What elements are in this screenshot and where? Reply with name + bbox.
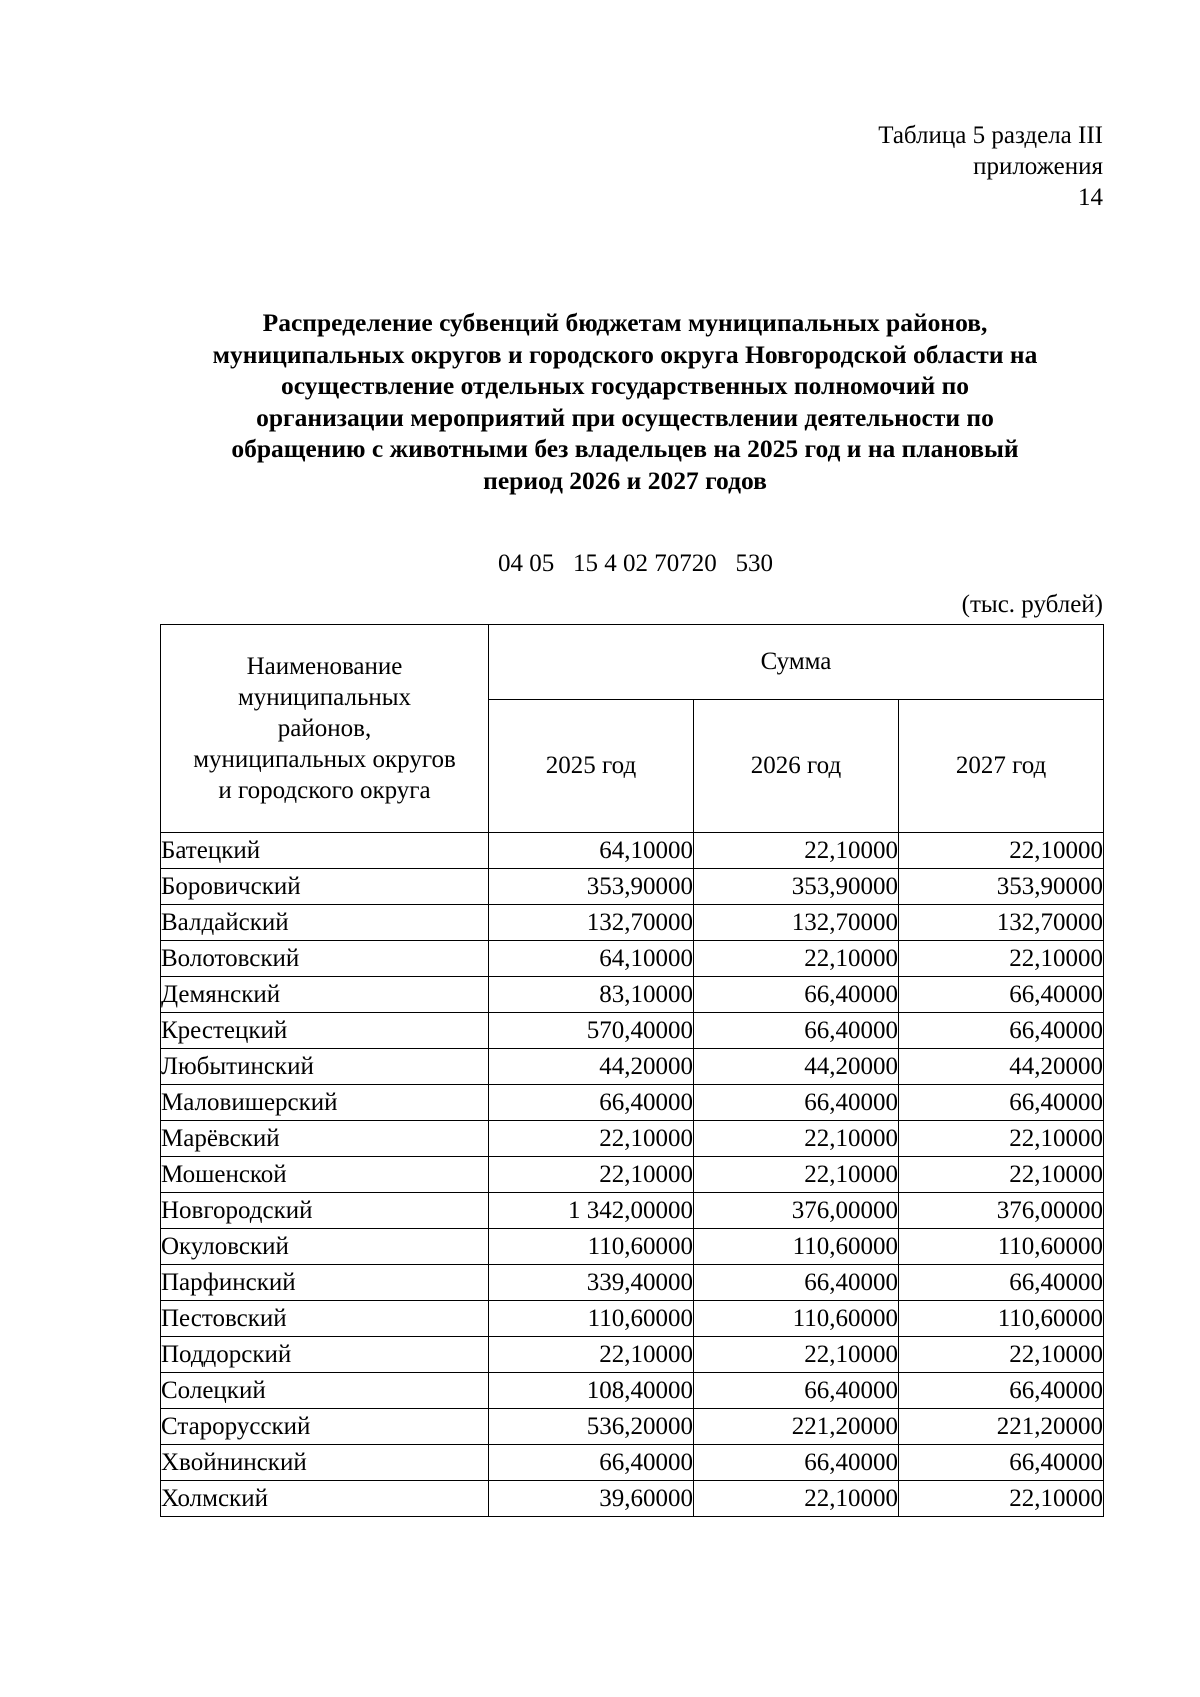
table-row [161,1193,1104,1229]
table-row [161,1445,1104,1481]
municipality-name-cell: Марёвский [161,1121,489,1157]
amount-2025-cell: 44,20000 [489,1049,694,1085]
amount-2026-cell: 22,10000 [694,1481,899,1517]
amount-2027-cell: 66,40000 [899,1265,1104,1301]
municipality-name-cell: Солецкий [161,1373,489,1409]
amount-2026-cell: 22,10000 [694,941,899,977]
municipality-name-cell: Поддорский [161,1337,489,1373]
amount-2025-cell: 39,60000 [489,1481,694,1517]
municipality-name-cell: Мошенской [161,1157,489,1193]
amount-2027-cell: 110,60000 [899,1229,1104,1265]
table-reference-note [703,120,1103,213]
municipality-name-cell: Хвойнинский [161,1445,489,1481]
amount-2025-cell: 83,10000 [489,977,694,1013]
municipality-name-cell: Батецкий [161,833,489,869]
year-2027-header: 2027 год [899,700,1104,833]
municipality-name-cell: Демянский [161,977,489,1013]
amount-2026-cell: 353,90000 [694,869,899,905]
table-row [161,1301,1104,1337]
title-line: организации мероприятий при осуществлении деятельности по [256,402,994,432]
table-row [161,1373,1104,1409]
table-row [161,869,1104,905]
table-row [161,1265,1104,1301]
municipality-name-cell: Пестовский [161,1301,489,1337]
amount-2025-cell: 108,40000 [489,1373,694,1409]
title-line: муниципальных округов и городского округа Новгородской области на [212,339,1038,369]
amount-2027-cell: 353,90000 [899,869,1104,905]
amount-2027-cell: 66,40000 [899,1085,1104,1121]
table-row [161,1481,1104,1517]
subvention-table [160,624,1104,1517]
table-header-row [161,625,1104,700]
table-row [161,977,1104,1013]
municipality-name-cell: Волотовский [161,941,489,977]
amount-2026-cell: 221,20000 [694,1409,899,1445]
amount-2027-cell: 22,10000 [899,1157,1104,1193]
municipality-name-cell: Любытинский [161,1049,489,1085]
amount-2026-cell: 66,40000 [694,1013,899,1049]
table-row [161,1049,1104,1085]
municipality-name-cell: Валдайский [161,905,489,941]
header-text: муниципальных [237,684,412,711]
table-row [161,1409,1104,1445]
amount-2025-cell: 22,10000 [489,1337,694,1373]
amount-2027-cell: 22,10000 [899,941,1104,977]
municipality-name-cell: Маловишерский [161,1085,489,1121]
amount-2027-cell: 22,10000 [899,1121,1104,1157]
table-row [161,905,1104,941]
amount-2026-cell: 66,40000 [694,1373,899,1409]
table-row [161,1229,1104,1265]
table-row [161,1157,1104,1193]
table-row [161,1337,1104,1373]
amount-2026-cell: 110,60000 [694,1229,899,1265]
units-label: (тыс. рублей) [961,591,1103,618]
table-reference-line: Таблица 5 раздела III [878,122,1103,149]
year-2025-header: 2025 год [489,700,694,833]
amount-2025-cell: 132,70000 [489,905,694,941]
amount-2027-cell: 376,00000 [899,1193,1104,1229]
amount-2025-cell: 64,10000 [489,941,694,977]
amount-2025-cell: 22,10000 [489,1157,694,1193]
amount-2027-cell: 22,10000 [899,833,1104,869]
appendix-number: 14 [1078,184,1103,211]
year-2026-header: 2026 год [694,700,899,833]
amount-2025-cell: 64,10000 [489,833,694,869]
header-text: муниципальных округов [193,746,456,773]
title-line: Распределение субвенций бюджетам муниципальных районов, [262,308,988,337]
amount-2025-cell: 66,40000 [489,1445,694,1481]
amount-2026-cell: 66,40000 [694,977,899,1013]
amount-2026-cell: 66,40000 [694,1445,899,1481]
municipality-name-cell: Старорусский [161,1409,489,1445]
amount-2027-cell: 221,20000 [899,1409,1104,1445]
header-text: Наименование [246,653,403,680]
amount-2025-cell: 570,40000 [489,1013,694,1049]
amount-2027-cell: 22,10000 [899,1481,1104,1517]
amount-2026-cell: 66,40000 [694,1265,899,1301]
amount-2025-cell: 110,60000 [489,1229,694,1265]
amount-2025-cell: 353,90000 [489,869,694,905]
budget-classification-code: 04 05 15 4 02 70720 530 [498,550,773,577]
municipality-name-cell: Парфинский [161,1265,489,1301]
table-row [161,1121,1104,1157]
table-body [161,833,1104,1517]
amount-2027-cell: 66,40000 [899,1013,1104,1049]
amount-2025-cell: 1 342,00000 [489,1193,694,1229]
amount-2026-cell: 66,40000 [694,1085,899,1121]
amount-2025-cell: 536,20000 [489,1409,694,1445]
table-row [161,1085,1104,1121]
amount-2026-cell: 44,20000 [694,1049,899,1085]
header-text: и городского округа [218,777,431,804]
municipality-name-cell: Крестецкий [161,1013,489,1049]
amount-2026-cell: 22,10000 [694,833,899,869]
table-row [161,1013,1104,1049]
amount-2026-cell: 22,10000 [694,1337,899,1373]
amount-2027-cell: 44,20000 [899,1049,1104,1085]
municipality-name-cell: Новгородский [161,1193,489,1229]
amount-2025-cell: 66,40000 [489,1085,694,1121]
title-line: обращению с животными без владельцев на 2025 год и на плановый [231,434,1019,463]
municipality-name-cell: Холмский [161,1481,489,1517]
amount-2026-cell: 22,10000 [694,1157,899,1193]
amount-2025-cell: 339,40000 [489,1265,694,1301]
title-line: осуществление отдельных государственных полномочий по [280,371,970,400]
municipality-name-cell: Окуловский [161,1229,489,1265]
amount-2027-cell: 22,10000 [899,1337,1104,1373]
amount-2026-cell: 22,10000 [694,1121,899,1157]
amount-2027-cell: 132,70000 [899,905,1104,941]
document-title [160,307,1090,496]
appendix-line: приложения [973,153,1103,180]
amount-2026-cell: 110,60000 [694,1301,899,1337]
amount-2027-cell: 66,40000 [899,1373,1104,1409]
sum-column-header: Сумма [489,625,1104,700]
header-text: районов, [277,715,372,742]
table-row [161,833,1104,869]
municipality-name-cell: Боровичский [161,869,489,905]
amount-2025-cell: 22,10000 [489,1121,694,1157]
amount-2027-cell: 110,60000 [899,1301,1104,1337]
amount-2027-cell: 66,40000 [899,977,1104,1013]
municipality-column-header [161,625,489,833]
amount-2027-cell: 66,40000 [899,1445,1104,1481]
title-line: период 2026 и 2027 годов [483,465,767,495]
amount-2026-cell: 376,00000 [694,1193,899,1229]
amount-2026-cell: 132,70000 [694,905,899,941]
table-row [161,941,1104,977]
amount-2025-cell: 110,60000 [489,1301,694,1337]
